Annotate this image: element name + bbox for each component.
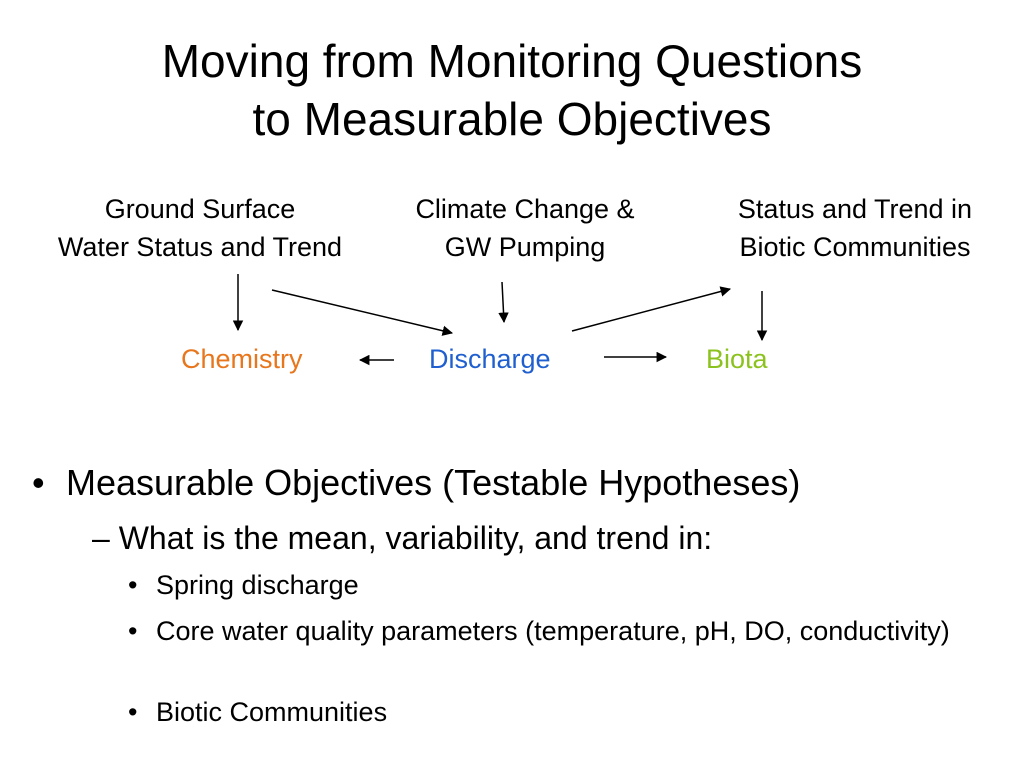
dash-marker: – [92, 520, 110, 556]
bullet-level-3-spring-discharge [128, 568, 359, 602]
bullet-marker: • [128, 570, 138, 600]
question-2-line-2: GW Pumping [444, 232, 606, 262]
bullet-level-1 [32, 460, 800, 506]
arrow-discharge-to-q3 [572, 289, 730, 331]
bullet-level-2 [92, 517, 712, 559]
bullet-text: Spring discharge [156, 570, 359, 600]
bullet-level-3-water-quality [128, 614, 988, 648]
arrow-q1-to-discharge [272, 290, 452, 333]
node-biota: Biota [706, 344, 768, 374]
question-1-line-1: Ground Surface [104, 194, 296, 224]
slide-title-line-1: Moving from Monitoring Questions [161, 35, 863, 87]
bullet-text: Biotic Communities [156, 697, 388, 727]
bullet-marker: • [128, 616, 138, 646]
question-3-line-1: Status and Trend in [737, 194, 973, 224]
bullet-level-3-biotic-communities [128, 695, 387, 729]
question-2-line-1: Climate Change & [415, 194, 635, 224]
question-3-line-2: Biotic Communities [739, 232, 971, 262]
bullet-marker: • [128, 697, 138, 727]
bullet-text: Measurable Objectives (Testable Hypotheses) [66, 462, 801, 503]
node-discharge: Discharge [429, 344, 551, 374]
slide-title-line-2: to Measurable Objectives [252, 93, 772, 145]
arrow-q2-to-discharge [502, 282, 504, 322]
bullet-text: Core water quality parameters (temperature, pH, DO, conductivity) [156, 616, 950, 646]
node-chemistry: Chemistry [181, 344, 303, 374]
question-1-line-2: Water Status and Trend [57, 232, 343, 262]
bullet-marker: • [32, 462, 45, 503]
bullet-text: What is the mean, variability, and trend in: [118, 520, 713, 556]
